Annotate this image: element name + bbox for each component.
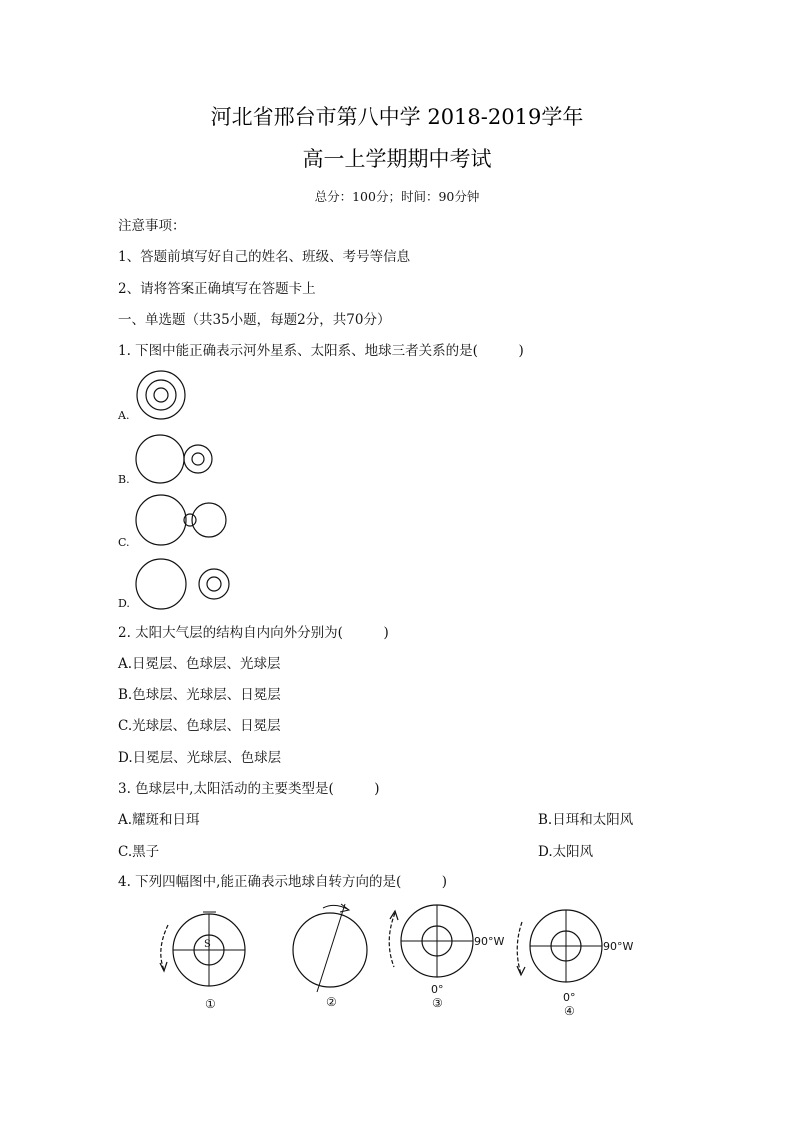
question-1-stem: 1. 下图中能正确表示河外星系、太阳系、地球三者关系的是( ): [118, 343, 524, 359]
note-item-2: 2、请将答案正确填写在答题卡上: [118, 281, 316, 297]
figure-1-number: ①: [205, 997, 216, 1011]
question-2-option-b: B.色球层、光球层、日冕层: [118, 687, 281, 703]
exam-title-line2: 高一上学期期中考试: [302, 147, 492, 171]
question-2-option-a: A.日冕层、色球层、光球层: [118, 656, 281, 672]
rotation-diagram-2: [285, 898, 375, 998]
figure-4-side-label: 90°W: [603, 940, 634, 953]
question-3-stem: 3. 色球层中,太阳活动的主要类型是( ): [118, 781, 380, 797]
question-1-option-d-label: D.: [118, 597, 130, 610]
question-1-option-b-label: B.: [118, 473, 130, 486]
figure-3-bottom-label: 0°: [431, 983, 444, 996]
figure-4-bottom-label: 0°: [563, 991, 576, 1004]
notes-heading: 注意事项：: [118, 218, 186, 234]
circles-diagram-d: [135, 560, 235, 610]
figure-1-center-label: S: [204, 939, 211, 950]
figure-4-number: ④: [564, 1004, 575, 1018]
note-item-1: 1、答题前填写好自己的姓名、班级、考号等信息: [118, 249, 411, 265]
circles-diagram-b: [136, 436, 216, 484]
section-title: 一、单选题（共35小题，每题2分，共70分）: [118, 312, 391, 328]
rotation-diagram-1: [150, 908, 255, 1008]
score-time-info: 总分：100分；时间：90分钟: [314, 189, 480, 204]
figure-3-side-label: 90°W: [474, 935, 505, 948]
nested-circles-diagram-a: [135, 372, 190, 420]
question-3-option-a: A.耀斑和日珥: [118, 812, 200, 828]
figure-2-number: ②: [326, 995, 337, 1009]
question-2-option-c: C.光球层、色球层、日冕层: [118, 718, 281, 734]
question-1-option-c-label: C.: [118, 536, 130, 549]
figure-3-number: ③: [432, 996, 443, 1010]
question-3-option-b: B.日珥和太阳风: [538, 812, 634, 828]
rotation-diagram-3: [382, 905, 477, 985]
exam-title-line1: 河北省邢台市第八中学 2018-2019学年: [210, 105, 584, 129]
question-1-option-a-label: A.: [118, 409, 130, 422]
question-4-stem: 4. 下列四幅图中,能正确表示地球自转方向的是( ): [118, 874, 447, 890]
circles-diagram-c: [134, 497, 230, 545]
question-3-option-d: D.太阳风: [538, 844, 594, 860]
question-2-option-d: D.日冕层、光球层、色球层: [118, 750, 282, 766]
question-2-stem: 2. 太阳大气层的结构自内向外分别为( ): [118, 625, 389, 641]
question-3-option-c: C.黑子: [118, 844, 160, 860]
rotation-diagram-4: [510, 908, 605, 988]
